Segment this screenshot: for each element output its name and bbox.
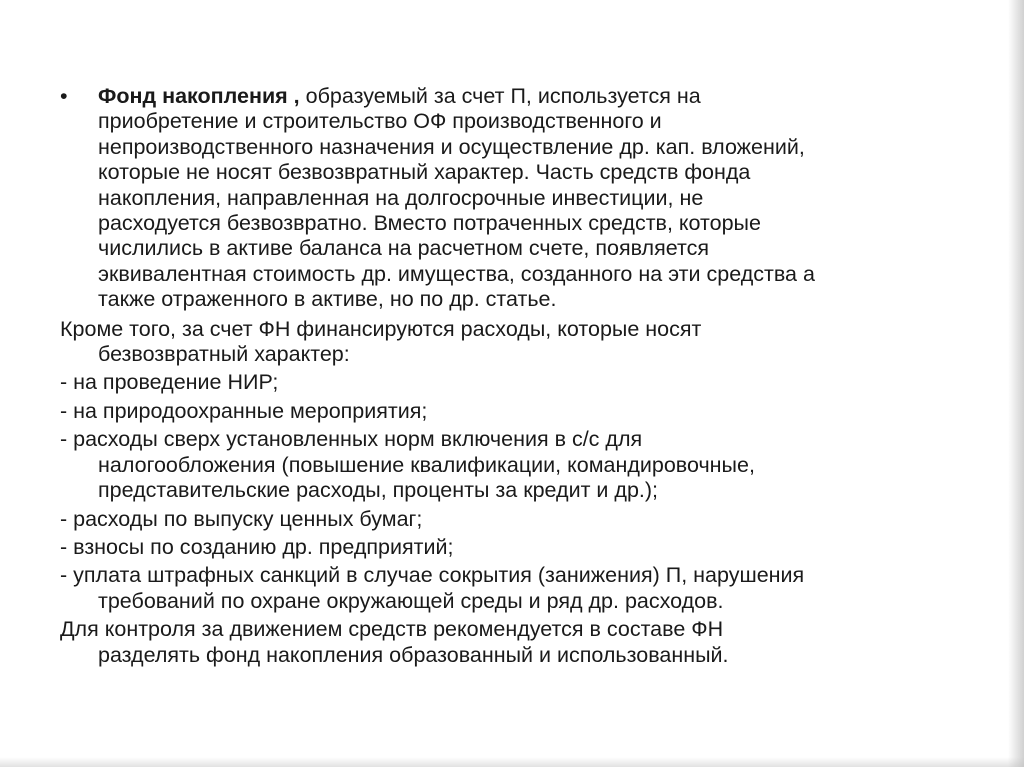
list-item-securities: - расходы по выпуску ценных бумаг; xyxy=(60,506,423,531)
fund-term: Фонд накопления , xyxy=(98,84,300,108)
list-item-research: - на проведение НИР; xyxy=(60,370,279,395)
fund-definition-paragraph xyxy=(60,84,980,313)
slide-shadow-right xyxy=(1008,0,1024,767)
bullet-icon: • xyxy=(60,84,68,108)
list-item-penalties: - уплата штрафных санкций в случае сокрытия (занижения) П, нарушения требований по охране окружающей среды и ряд др. расходов. xyxy=(60,563,805,613)
slide-text-body xyxy=(60,84,980,671)
fund-description: образуемый за счет П, используется на приобретение и строительство ОФ производственного и непроизводственного назначения и осуществление др. кап. вложений, которые не носят безвозвратный характер. Часть средств фонда накопления, направленная на долгосрочные инвестиции, не расходуется безвозвратно. Вместо потраченных средств, которые числились в активе баланса на расчетном счете, появляется эквивалентная стоимость др. имущества, созданного на эти средства а также отраженного в активе, но по др. статье. xyxy=(98,84,815,312)
list-item-over-norm-expenses: - расходы сверх установленных норм включения в с/с для налогообложения (повышение квалификации, командировочные, представительские расходы, проценты за кредит и др.); xyxy=(60,427,755,503)
paragraph-intro-expenses: Кроме того, за счет ФН финансируются расходы, которые носят безвозвратный характер: xyxy=(60,316,702,367)
slide-shadow-bottom xyxy=(0,757,1024,767)
paragraph-control: Для контроля за движением средств рекомендуется в составе ФН разделять фонд накопления образованный и использованный. xyxy=(60,617,729,667)
list-item-contributions: - взносы по созданию др. предприятий; xyxy=(60,534,454,559)
list-item-environment: - на природоохранные мероприятия; xyxy=(60,398,428,423)
